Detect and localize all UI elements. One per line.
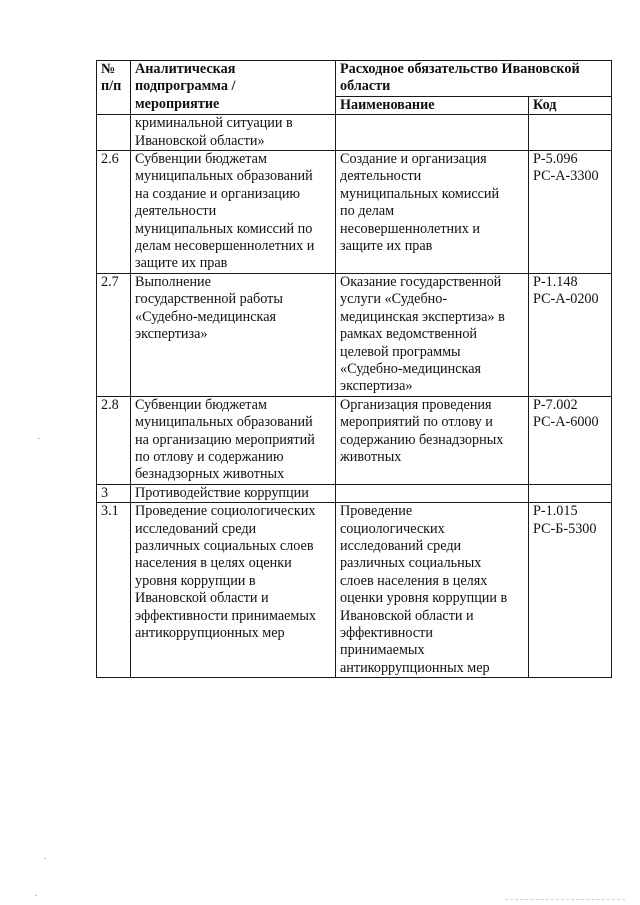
row-name: Проведение социологических исследований среди различных социальных слоев населения в целях оценки уровня коррупции в Ивановской области и эффективности принимаемых антикоррупционных мер — [336, 503, 529, 678]
row-number: 3.1 — [97, 503, 131, 678]
row-name: Оказание государственной услуги «Судебно- медицинская экспертиза» в рамках ведомственной целевой программы «Судебно-медицинская экспертиза» — [336, 273, 529, 396]
table-header — [97, 61, 612, 115]
obligations-table — [96, 60, 612, 678]
row-program: Проведение социологических исследований среди различных социальных слоев населения в целях оценки уровня коррупции в Ивановской области и эффективности принимаемых антикоррупционных мер — [131, 503, 336, 678]
header-program: Аналитическая подпрограмма / мероприятие — [131, 61, 336, 115]
scan-speck — [38, 438, 40, 439]
row-number: 3 — [97, 484, 131, 502]
table-row — [97, 273, 612, 396]
table-row — [97, 151, 612, 274]
row-number: 2.7 — [97, 273, 131, 396]
row-code: Р-7.002 РС-А-6000 — [529, 396, 612, 484]
row-name: Организация проведения мероприятий по отлову и содержанию безнадзорных животных — [336, 396, 529, 484]
table-row — [97, 396, 612, 484]
scan-speck — [35, 895, 37, 896]
table-body — [97, 115, 612, 678]
row-name — [336, 115, 529, 151]
row-code: Р-1.148 РС-А-0200 — [529, 273, 612, 396]
header-row — [97, 61, 612, 97]
row-number: 2.6 — [97, 151, 131, 274]
row-number — [97, 115, 131, 151]
row-program: Субвенции бюджетам муниципальных образований на создание и организацию деятельности муниципальных комиссий по делам несовершеннолетних и защите их прав — [131, 151, 336, 274]
row-code: Р-1.015 РС-Б-5300 — [529, 503, 612, 678]
header-code: Код — [529, 96, 612, 114]
table-row — [97, 484, 612, 502]
row-program: Субвенции бюджетам муниципальных образований на организацию мероприятий по отлову и содержанию безнадзорных животных — [131, 396, 336, 484]
row-code — [529, 484, 612, 502]
row-code: Р-5.096 РС-А-3300 — [529, 151, 612, 274]
header-number: № п/п — [97, 61, 131, 115]
row-program: Выполнение государственной работы «Судебно-медицинская экспертиза» — [131, 273, 336, 396]
header-obligation: Расходное обязательство Ивановской области — [336, 61, 612, 97]
row-program: криминальной ситуации в Ивановской области» — [131, 115, 336, 151]
row-program: Противодействие коррупции — [131, 484, 336, 502]
row-name: Создание и организация деятельности муниципальных комиссий по делам несовершеннолетних и защите их прав — [336, 151, 529, 274]
row-number: 2.8 — [97, 396, 131, 484]
header-name: Наименование — [336, 96, 529, 114]
scan-edge-line — [505, 899, 625, 901]
row-name — [336, 484, 529, 502]
table-row — [97, 115, 612, 151]
row-code — [529, 115, 612, 151]
table-row — [97, 503, 612, 678]
scan-speck — [44, 858, 46, 859]
